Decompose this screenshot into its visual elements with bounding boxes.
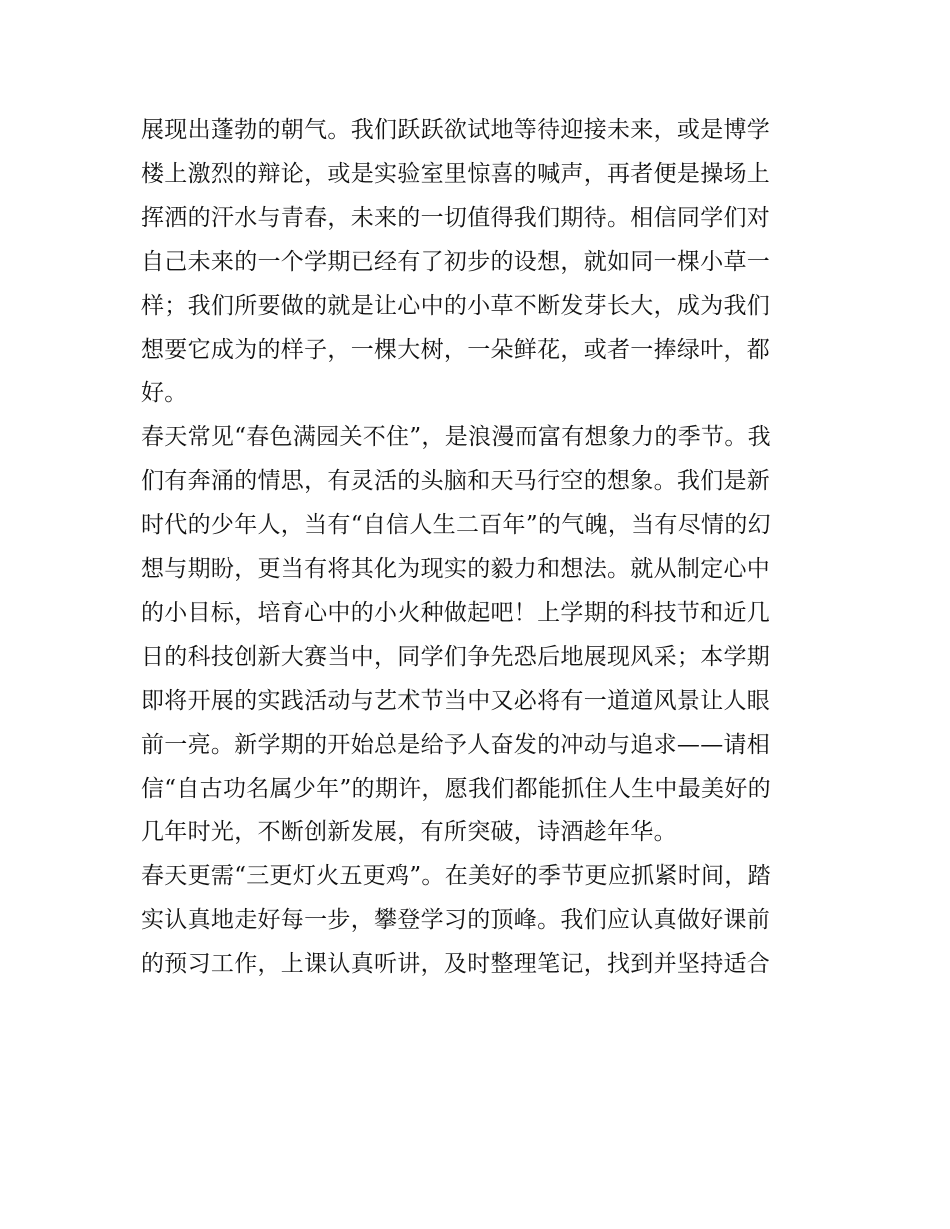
text-line: 春天更需“三更灯火五更鸡”。在美好的季节更应抓紧时间，踏 xyxy=(141,863,771,889)
text-line: 楼上激烈的辩论，或是实验室里惊喜的喊声，再者便是操场上 xyxy=(141,161,771,187)
text-line: 展现出蓬勃的朝气。我们跃跃欲试地等待迎接未来，或是博学 xyxy=(141,117,771,143)
text-line: 想要它成为的样子，一棵大树，一朵鲜花，或者一捧绿叶，都 xyxy=(141,337,771,363)
text-line: 样；我们所要做的就是让心中的小草不断发芽长大，成为我们 xyxy=(141,293,771,319)
text-line: 信“自古功名属少年”的期许，愿我们都能抓住人生中最美好的 xyxy=(141,776,771,802)
text-line: 即将开展的实践活动与艺术节当中又必将有一道道风景让人眼 xyxy=(141,688,771,714)
text-line: 日的科技创新大赛当中，同学们争先恐后地展现风采；本学期 xyxy=(141,644,771,670)
text-line: 的小目标，培育心中的小火种做起吧！上学期的科技节和近几 xyxy=(141,600,771,626)
text-line: 好。 xyxy=(141,380,188,406)
text-line: 们有奔涌的情思，有灵活的头脑和天马行空的想象。我们是新 xyxy=(141,468,771,494)
text-line: 想与期盼，更当有将其化为现实的毅力和想法。就从制定心中 xyxy=(141,556,771,582)
text-line: 挥洒的汗水与青春，未来的一切值得我们期待。相信同学们对 xyxy=(141,205,771,231)
document-body xyxy=(141,108,813,986)
text-line: 的预习工作，上课认真听讲，及时整理笔记，找到并坚持适合 xyxy=(141,951,771,977)
text-line: 实认真地走好每一步，攀登学习的顶峰。我们应认真做好课前 xyxy=(141,907,771,933)
text-line: 自己未来的一个学期已经有了初步的设想，就如同一棵小草一 xyxy=(141,249,771,275)
text-line: 几年时光，不断创新发展，有所突破，诗酒趁年华。 xyxy=(141,819,677,845)
text-line: 时代的少年人，当有“自信人生二百年”的气魄，当有尽情的幻 xyxy=(141,512,771,538)
text-line: 春天常见“春色满园关不住”，是浪漫而富有想象力的季节。我 xyxy=(141,424,771,450)
text-line: 前一亮。新学期的开始总是给予人奋发的冲动与追求——请相 xyxy=(141,732,771,758)
